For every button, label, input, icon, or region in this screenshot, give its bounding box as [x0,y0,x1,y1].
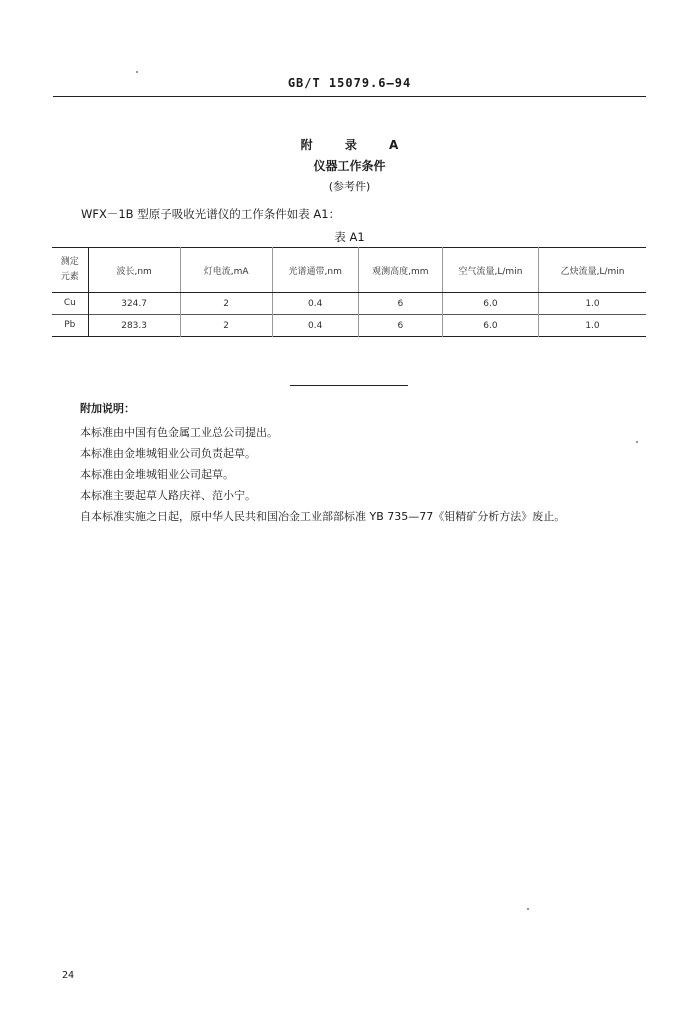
table-row [52,293,646,315]
column-header-air-flow: 空气流量,L/min [442,248,538,293]
scan-speck [527,908,529,910]
note-line: 本标准由中国有色金属工业总公司提出。 [80,426,278,439]
intro-text: WFX－1B 型原子吸收光谱仪的工作条件如表 A1： [81,207,341,221]
section-divider [290,385,408,386]
table-cell: 283.3 [88,315,180,337]
table-cell: 6.0 [442,293,538,315]
table-cell: 2 [180,315,272,337]
additional-notes [80,422,565,527]
table-cell: 0.4 [272,293,358,315]
table-header-row [52,248,646,293]
table-cell: 0.4 [272,315,358,337]
column-header-lamp-current: 灯电流,mA [180,248,272,293]
table-cell: 6 [358,293,442,315]
column-header-acetylene-flow: 乙炔流量,L/min [539,248,646,293]
element-cell: Cu [52,293,88,315]
note-line: 本标准由金堆城钼业公司起草。 [80,468,234,481]
column-header-bandpass: 光谱通带,nm [272,248,358,293]
standard-code: GB/T 15079.6—94 [287,76,412,90]
table-caption: 表 A1 [334,230,365,244]
note-line: 本标准主要起草人路庆祥、范小宁。 [80,489,256,502]
table-cell: 6.0 [442,315,538,337]
column-header-wavelength: 波长,nm [88,248,180,293]
appendix-subtitle: 仪器工作条件 [313,159,386,173]
table-row [52,315,646,337]
page-number: 24 [62,970,75,981]
element-cell: Pb [52,315,88,337]
scan-speck [636,441,638,443]
corner-header [52,248,88,293]
additional-notes-heading: 附加说明： [80,402,135,415]
table-cell: 6 [358,315,442,337]
appendix-title: 附 录 A [300,138,413,152]
scan-speck [136,71,138,73]
note-line: 自本标准实施之日起，原中华人民共和国冶金工业部部标准 YB 735—77《钼精矿分析方法》废止。 [80,510,566,523]
table-cell: 324.7 [88,293,180,315]
appendix-note: (参考件) [328,180,371,193]
note-line: 本标准由金堆城钼业公司负责起草。 [80,447,256,460]
conditions-table [52,247,646,337]
table-cell: 1.0 [585,298,600,309]
corner-label-top: 测定 [60,257,79,267]
table-cell: 2 [180,293,272,315]
header-rule [53,96,646,97]
column-header-observation-height: 观测高度,mm [358,248,442,293]
corner-label-bottom: 元素 [60,272,79,282]
table-cell: 1.0 [539,315,646,337]
